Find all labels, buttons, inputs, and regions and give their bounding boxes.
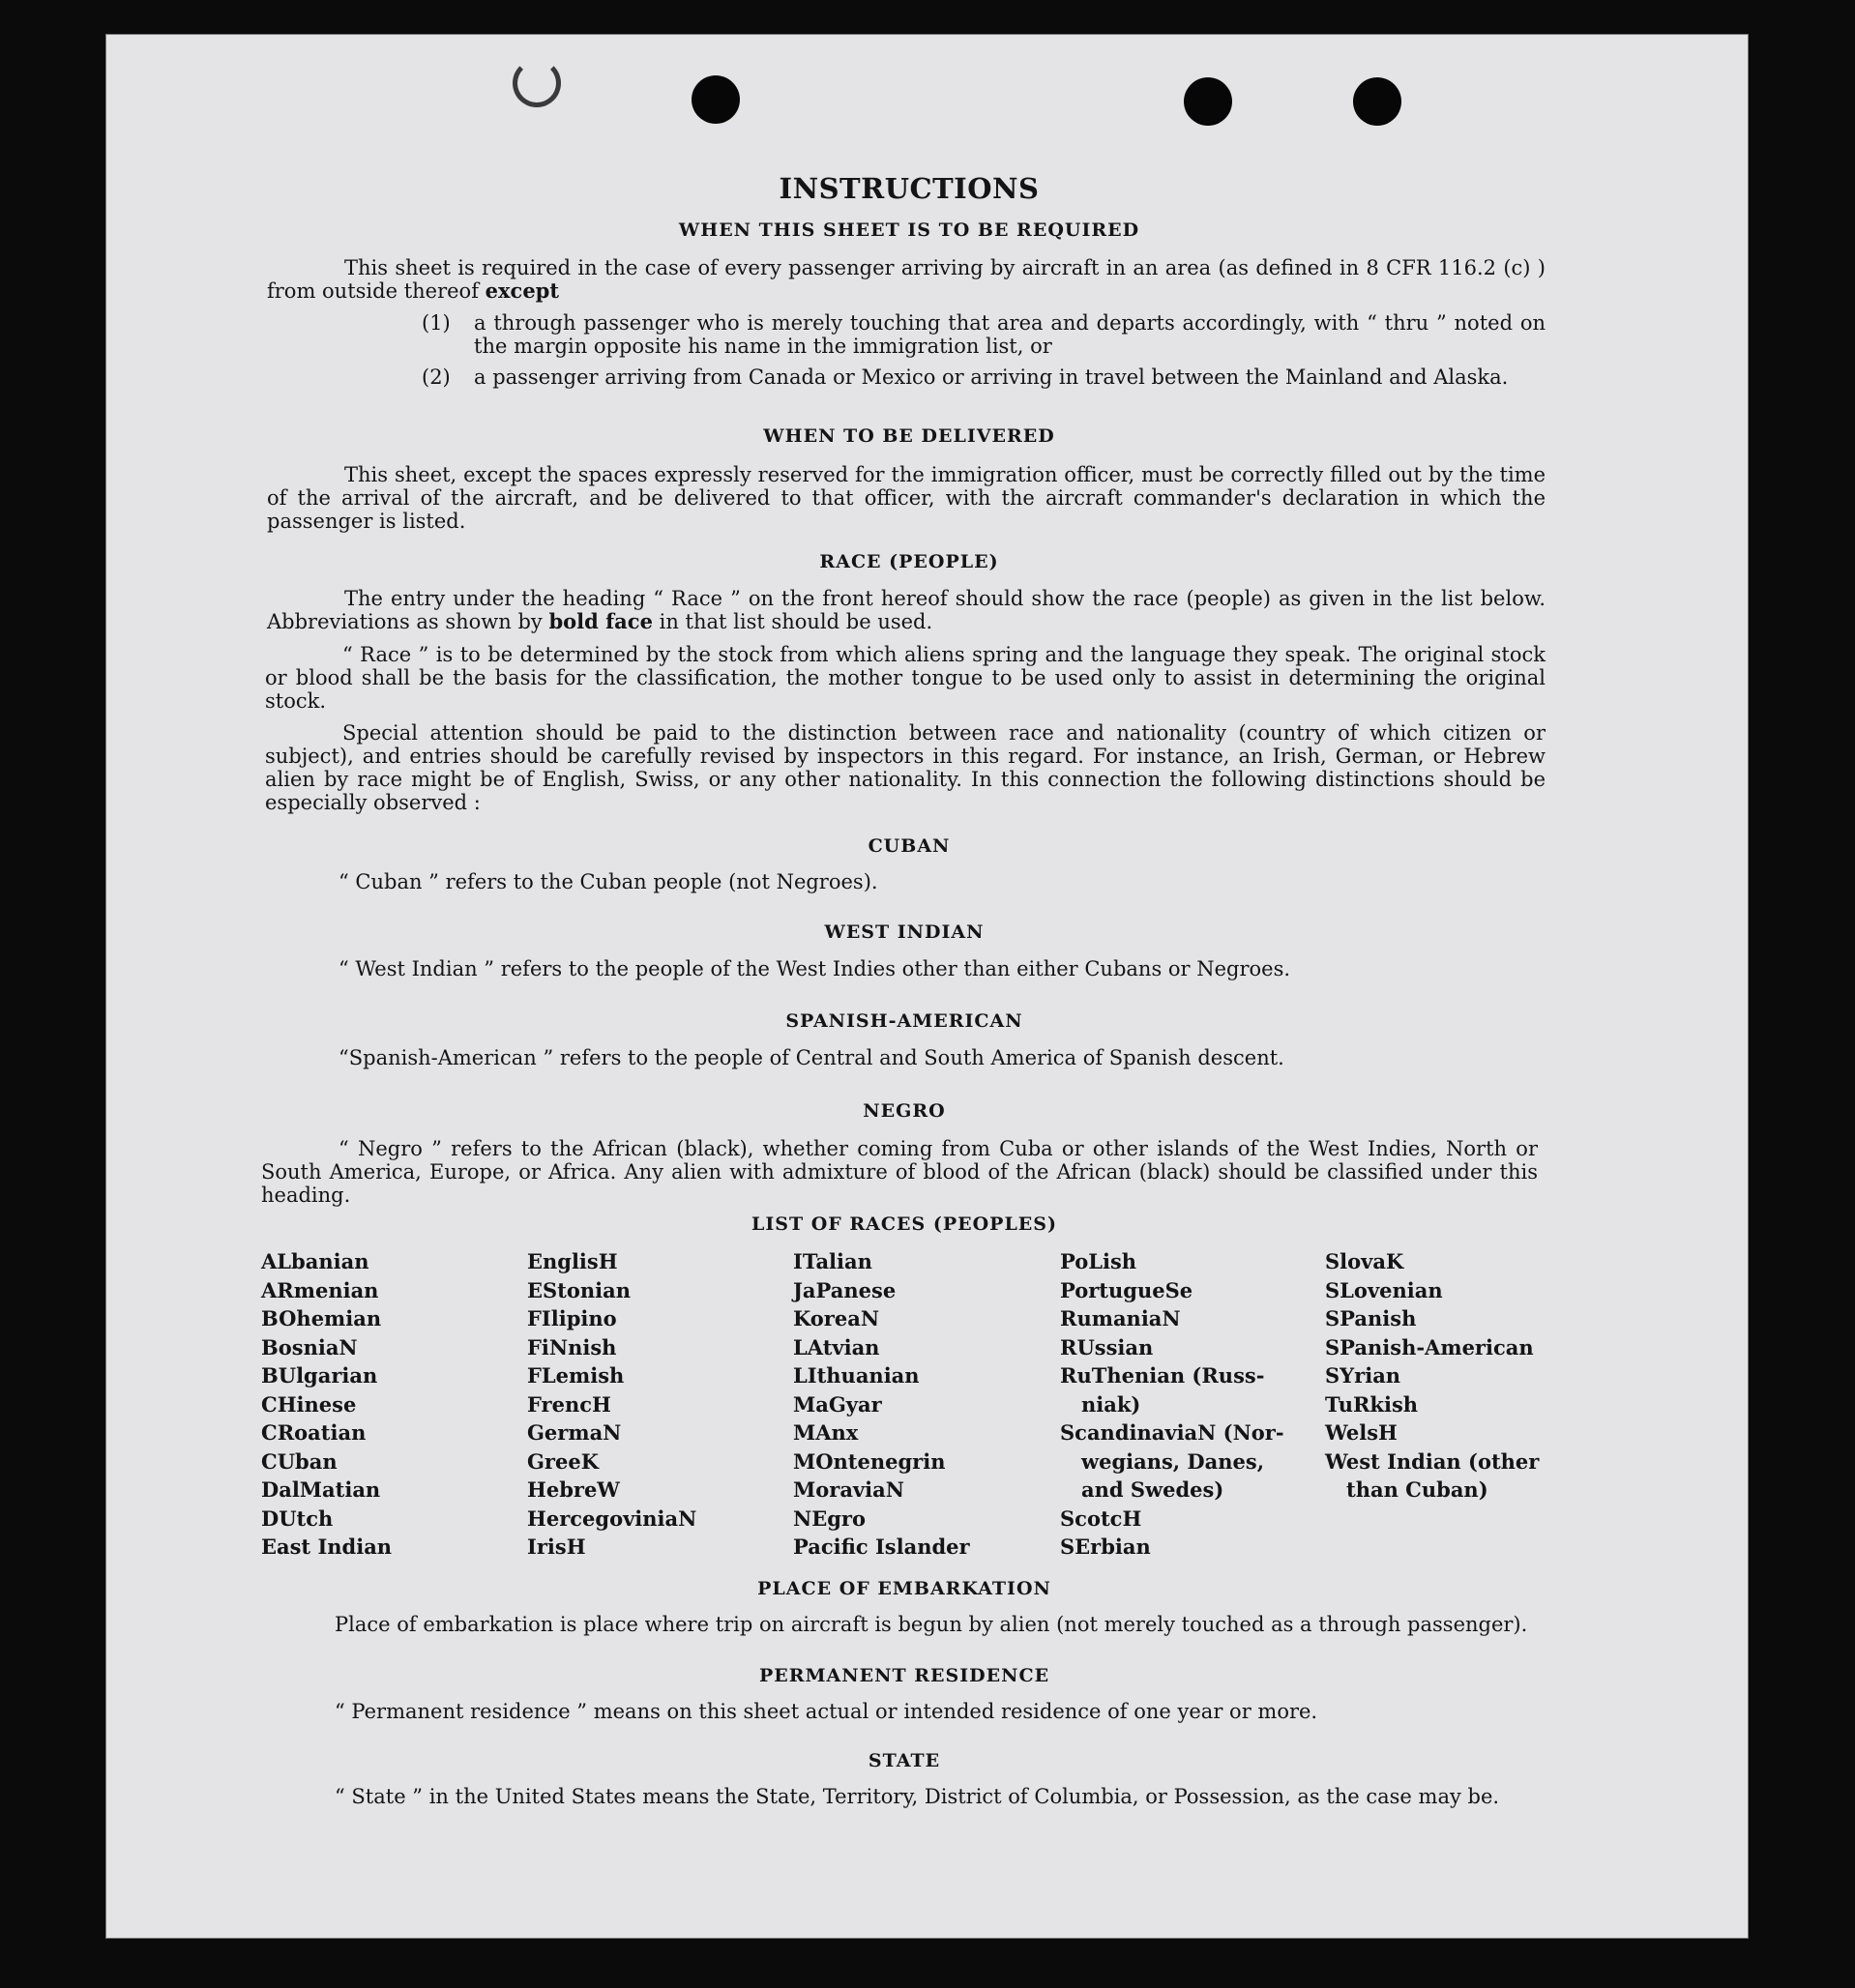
race-entry: SYrian — [1325, 1363, 1401, 1388]
race-entry: EStonian — [527, 1277, 631, 1302]
race-entry: SErbian — [1060, 1535, 1151, 1559]
paragraph-race-3: Special attention should be paid to the distinction between race and nationality (country of which citizen or subject), and entries should be carefully revised by inspectors in this regard. For instance, an Irish, German, or Hebrew alien by race might be of English, Swiss, or any other nationality. In this connection the following distinctions should be especially observed : — [265, 721, 1546, 814]
race-entry: PoLish — [1060, 1249, 1137, 1273]
races-column-5 — [1325, 1247, 1539, 1505]
race-entry: MaGyar — [793, 1391, 882, 1417]
race-entry: West Indian (other — [1325, 1448, 1540, 1474]
race-entry: RuThenian (Russ- — [1060, 1363, 1265, 1388]
race-entry: ALbanian — [261, 1249, 369, 1273]
staple-mark — [513, 59, 561, 107]
page-title: INSTRUCTIONS — [779, 172, 1040, 205]
paragraph-west-indian: “ West Indian ” refers to the people of the West Indies other than either Cubans or Negroes. — [339, 957, 1291, 980]
race-entry: CRoatian — [261, 1420, 367, 1445]
race-entry: GreeK — [527, 1448, 599, 1474]
race-entry: and Swedes) — [1081, 1477, 1224, 1502]
race-entry: LIthuanian — [793, 1363, 920, 1388]
paragraph-cuban: “ Cuban ” refers to the Cuban people (not Negroes). — [339, 870, 878, 893]
race-entry: JaPanese — [793, 1277, 897, 1302]
list-item: a through passenger who is merely touching that area and departs accordingly, with “ thru ” noted on the margin opposite his name in the immigration list, or — [474, 311, 1546, 358]
race-entry: MAnx — [793, 1420, 859, 1445]
race-entry: BOhemian — [261, 1306, 382, 1330]
race-entry: SPanish — [1325, 1306, 1417, 1330]
paragraph-spanish-american: “Spanish-American ” refers to the people of Central and South America of Spanish descent. — [339, 1046, 1284, 1069]
race-p1-b: in that list should be used. — [659, 610, 933, 633]
race-entry: niak) — [1081, 1391, 1141, 1417]
race-entry: ScandinaviaN (Nor- — [1060, 1420, 1284, 1445]
heading-race: RACE (PEOPLE) — [819, 551, 999, 572]
race-entry: NEgro — [793, 1506, 866, 1531]
heading-cuban: CUBAN — [868, 835, 951, 857]
race-entry: KoreaN — [793, 1306, 880, 1330]
race-entry: Pacific Islander — [793, 1535, 970, 1559]
race-entry: MOntenegrin — [793, 1448, 946, 1474]
races-column-4 — [1060, 1247, 1284, 1562]
race-entry: ITalian — [793, 1249, 872, 1273]
heading-when-delivered: WHEN TO BE DELIVERED — [763, 425, 1055, 447]
race-entry: HercegoviniaN — [527, 1506, 697, 1531]
heading-when-required: WHEN THIS SHEET IS TO BE REQUIRED — [678, 219, 1140, 241]
race-entry: EnglisH — [527, 1249, 618, 1273]
paragraph-permanent-residence: “ Permanent residence ” means on this sheet actual or intended residence of one year or more. — [335, 1700, 1318, 1723]
race-entry: SPanish-American — [1325, 1334, 1534, 1359]
heading-spanish-american: SPANISH-AMERICAN — [785, 1010, 1023, 1032]
race-entry: FIlipino — [527, 1306, 617, 1330]
races-column-2 — [527, 1247, 696, 1562]
race-entry: IrisH — [527, 1535, 586, 1559]
race-entry: LAtvian — [793, 1334, 880, 1359]
punch-hole — [1184, 77, 1232, 126]
intro-text: This sheet is required in the case of every passenger arriving by aircraft in an area (as defined in 8 CFR 116.2 (c) ) from outside thereof — [267, 256, 1546, 303]
race-entry: BUlgarian — [261, 1363, 378, 1388]
race-entry: ScotcH — [1060, 1506, 1142, 1531]
paragraph-state: “ State ” in the United States means the State, Territory, District of Columbia, or Possession, as the case may be. — [335, 1785, 1500, 1808]
race-p1-bold: bold face — [548, 609, 653, 633]
paragraph-race-2: “ Race ” is to be determined by the stock from which aliens spring and the language they speak. The original stock or blood shall be the basis for the classification, the mother tongue to be used only to assist in determining the original stock. — [265, 643, 1546, 713]
race-entry: ARmenian — [261, 1277, 379, 1302]
race-p1-a: The entry under the heading “ Race ” on the front hereof should show the race (people) as given in the list below. Abbreviations as shown by — [267, 587, 1546, 633]
races-column-3 — [793, 1247, 970, 1562]
paragraph-race-1 — [267, 587, 1546, 633]
race-entry: wegians, Danes, — [1081, 1448, 1264, 1474]
race-entry: BosniaN — [261, 1334, 358, 1359]
paragraph-negro: “ Negro ” refers to the African (black), whether coming from Cuba or other islands of the West Indies, North or South America, Europe, or Africa. Any alien with admixture of blood of the African (black) should be classified under this heading. — [261, 1137, 1538, 1207]
race-entry: SLovenian — [1325, 1277, 1443, 1302]
heading-west-indian: WEST INDIAN — [824, 921, 985, 943]
race-entry: DalMatian — [261, 1477, 381, 1502]
heading-negro: NEGRO — [863, 1100, 946, 1122]
race-entry: CHinese — [261, 1391, 357, 1417]
races-column-1 — [261, 1247, 392, 1562]
race-entry: GermaN — [527, 1420, 622, 1445]
heading-permanent-residence: PERMANENT RESIDENCE — [758, 1665, 1050, 1686]
race-entry: TuRkish — [1325, 1391, 1419, 1417]
paragraph-when-delivered: This sheet, except the spaces expressly reserved for the immigration officer, must be correctly filled out by the time of the arrival of the aircraft, and be delivered to that officer, with the aircraft commander's declaration in which the passenger is listed. — [267, 463, 1546, 533]
paragraph-when-required — [267, 256, 1546, 303]
race-entry: FLemish — [527, 1363, 625, 1388]
punch-hole — [1353, 77, 1401, 126]
race-entry: PortugueSe — [1060, 1277, 1193, 1302]
paragraph-embarkation: Place of embarkation is place where trip on aircraft is begun by alien (not merely touched as a through passenger). — [335, 1613, 1528, 1636]
race-entry: RUssian — [1060, 1334, 1154, 1359]
punch-hole — [692, 75, 740, 124]
heading-state: STATE — [868, 1750, 941, 1771]
race-entry: MoraviaN — [793, 1477, 904, 1502]
race-entry: East Indian — [261, 1535, 393, 1559]
race-entry: FiNnish — [527, 1334, 617, 1359]
race-entry: CUban — [261, 1448, 338, 1474]
item-number: (2) — [422, 365, 451, 389]
race-entry: than Cuban) — [1346, 1477, 1488, 1502]
list-item: a passenger arriving from Canada or Mexico or arriving in travel between the Mainland and Alaska. — [474, 365, 1509, 389]
race-entry: RumaniaN — [1060, 1306, 1181, 1330]
heading-embarkation: PLACE OF EMBARKATION — [757, 1578, 1051, 1599]
race-entry: FrencH — [527, 1391, 611, 1417]
race-entry: DUtch — [261, 1506, 334, 1531]
heading-list-of-races: LIST OF RACES (PEOPLES) — [751, 1213, 1057, 1235]
race-entry: WelsH — [1325, 1420, 1398, 1445]
intro-emphasis: except — [485, 278, 560, 303]
item-number: (1) — [422, 311, 451, 335]
race-entry: HebreW — [527, 1477, 620, 1502]
race-entry: SlovaK — [1325, 1249, 1404, 1273]
